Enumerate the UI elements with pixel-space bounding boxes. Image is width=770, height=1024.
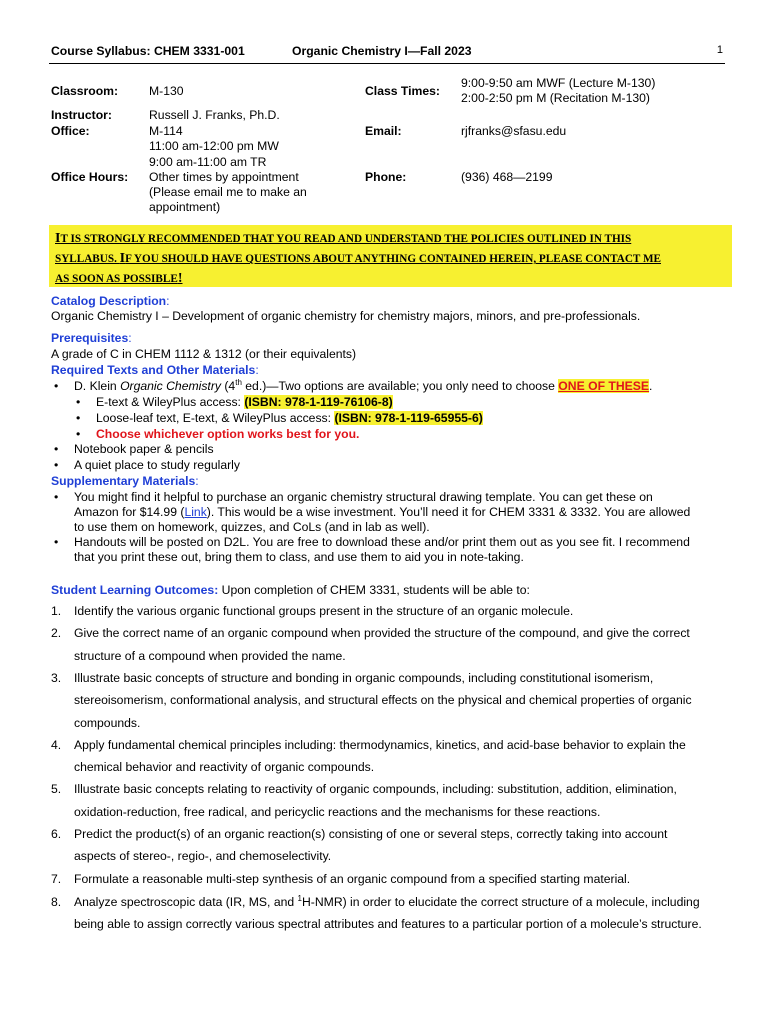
class-times-lecture: 9:00-9:50 am MWF (Lecture M-130) [461,76,656,90]
banner-exclamation: ! [177,271,183,286]
banner-initial: I [55,231,61,246]
office-label: Office: [51,124,90,138]
bullet-icon: • [76,427,81,441]
class-times-recitation: 2:00-2:50 pm M (Recitation M-130) [461,91,650,105]
header-rule [49,63,725,64]
banner-line2b: F YOU SHOULD HAVE QUESTIONS ABOUT ANYTHING CONTAINED HEREIN, PLEASE CONTACT ME [125,253,661,265]
list-item-continuation: to use them on homework, quizzes, and CoLs (and in lab as well). [74,520,430,534]
office-hours-line: appointment) [149,200,221,214]
catalog-text: Organic Chemistry I – Development of organic chemistry for chemistry majors, minors, and pre-professionals. [51,309,641,323]
outcome-line: structure of a compound when provided the name. [74,648,346,663]
email-label: Email: [365,124,402,138]
office-hours-line: 9:00 am-11:00 am TR [149,155,267,169]
outcome-line: Illustrate basic concepts relating to reactivity of organic compounds, including: substitution, addition, elimination, [74,782,677,797]
outcome-line: stereoisomerism, conformational analysis, and structural effects on the physical and chemical properties of organic [74,693,692,708]
outcome-number: 4. [51,737,62,752]
class-times-label: Class Times: [365,84,440,98]
outcome-line: being able to assign correctly various spectral attributes and features to a particular portion of a molecule’s structure. [74,917,702,931]
outcome-line: Illustrate basic concepts of structure and bonding in organic compounds, including constitutional isomerism, [74,670,654,685]
outcome-line: Give the correct name of an organic compound when provided the structure of the compound, and give the correct [74,626,690,641]
instructor-label: Instructor: [51,108,112,122]
list-item: • Handouts will be posted on D2L. You are free to download these and/or print them out as you see fit. I recommend [54,535,690,549]
bullet-icon: • [54,490,59,504]
supplementary-heading: Supplementary Materials: [51,474,199,488]
learning-outcomes-heading: Student Learning Outcomes: Upon completion of CHEM 3331, students will be able to: [51,583,530,597]
banner-line1: T IS STRONGLY RECOMMENDED THAT YOU READ AND UNDERSTAND THE POLICIES OUTLINED IN THIS [60,233,632,245]
bullet-icon: • [54,379,59,393]
learning-outcomes-intro: Upon completion of CHEM 3331, students will be able to: [218,583,530,597]
email-value[interactable]: rjfranks@sfasu.edu [461,124,567,138]
outcome-number: 6. [51,827,62,841]
outcome-number: 8. [51,895,62,909]
list-item: • Loose-leaf text, E-text, & WileyPlus access: (ISBN: 978-1-119-65955-6) [76,411,483,425]
list-item-continuation: that you print these out, bring them to class, and use them to aid you in note-taking. [74,550,524,564]
phone-value: (936) 468—2199 [461,170,553,184]
office-hours-label: Office Hours: [51,170,129,184]
classroom-value: M-130 [149,84,184,98]
instructor-value: Russell J. Franks, Ph.D. [149,108,280,122]
phone-label: Phone: [365,170,407,184]
outcome-line: oxidation-reduction, free radical, and pericyclic reactions and the mechanisms for these reactions. [74,804,601,819]
prerequisites-heading: Prerequisites: [51,331,132,345]
outcome-number: 7. [51,871,62,886]
book-title: Organic Chemistry [120,379,221,393]
amazon-link[interactable]: Link [184,505,207,519]
bullet-icon: • [54,458,59,472]
bullet-icon: • [54,442,59,456]
list-item: • E-text & WileyPlus access: (ISBN: 978-1-119-76106-8) [76,395,393,409]
office-hours-line: 11:00 am-12:00 pm MW [149,139,279,153]
bullet-icon: • [76,395,81,409]
bullet-icon: • [54,535,59,549]
outcome-line: Predict the product(s) of an organic reaction(s) consisting of one or several steps, correctly taking into account [74,827,668,841]
course-code: Course Syllabus: CHEM 3331-001 [51,44,245,58]
outcome-number: 1. [51,604,62,618]
outcome-number: 5. [51,782,62,797]
isbn-highlight: (ISBN: 978-1-119-65955-6) [334,411,483,425]
office-hours-line: (Please email me to make an [149,185,307,199]
outcome-line: aspects of stereo-, regio-, and chemoselectivity. [74,849,332,864]
list-item: • Notebook paper & pencils [54,442,214,456]
page-header [51,44,723,64]
banner-initial: I [119,251,126,266]
required-materials-heading: Required Texts and Other Materials: [51,363,259,377]
list-item-continuation: Amazon for $14.99 (Link). This would be a wise investment. You’ll need it for CHEM 3331 & 3332. You are allowed [74,505,691,519]
one-of-these-emphasis: ONE OF THESE [558,379,650,393]
banner-line2a: SYLLABUS. [55,253,120,265]
outcome-line: Apply fundamental chemical principles including: thermodynamics, kinetics, and acid-base behavior to explain the [74,737,686,752]
policy-notice-banner [49,225,732,287]
course-title: Organic Chemistry I—Fall 2023 [292,44,472,58]
isbn-highlight: (ISBN: 978-1-119-76106-8) [244,395,393,409]
classroom-label: Classroom: [51,84,119,98]
catalog-heading: Catalog Description: [51,294,170,308]
outcome-line: chemical behavior and reactivity of organic compounds. [74,760,375,775]
list-item [76,427,360,442]
list-item: • A quiet place to study regularly [54,458,240,472]
list-item: • You might find it helpful to purchase an organic chemistry structural drawing template. You can get these on [54,490,653,504]
outcome-number: 3. [51,670,62,685]
page-number: 1 [716,44,723,56]
bullet-icon: • [76,411,81,425]
choose-option-note: Choose whichever option works best for you. [96,427,360,441]
outcome-line: Identify the various organic functional groups present in the structure of an organic molecule. [74,604,574,618]
office-value: M-114 [149,124,183,138]
banner-line3: AS SOON AS POSSIBLE [55,273,178,285]
outcome-line: compounds. [74,715,141,730]
outcome-number: 2. [51,626,62,641]
outcome-line: Analyze spectroscopic data (IR, MS, and $^1$H-NMR) in order to elucidate the correct structure of a molecule, including [74,893,700,909]
outcome-line: Formulate a reasonable multi-step synthesis of an organic compound from a specified starting material. [74,871,631,886]
prerequisites-text: A grade of C in CHEM 1112 & 1312 (or their equivalents) [51,347,357,361]
office-hours-line: Other times by appointment [149,170,299,184]
list-item: • D. Klein Organic Chemistry (4th ed.)—Two options are available; you only need to choose ONE OF THESE. [54,377,653,393]
